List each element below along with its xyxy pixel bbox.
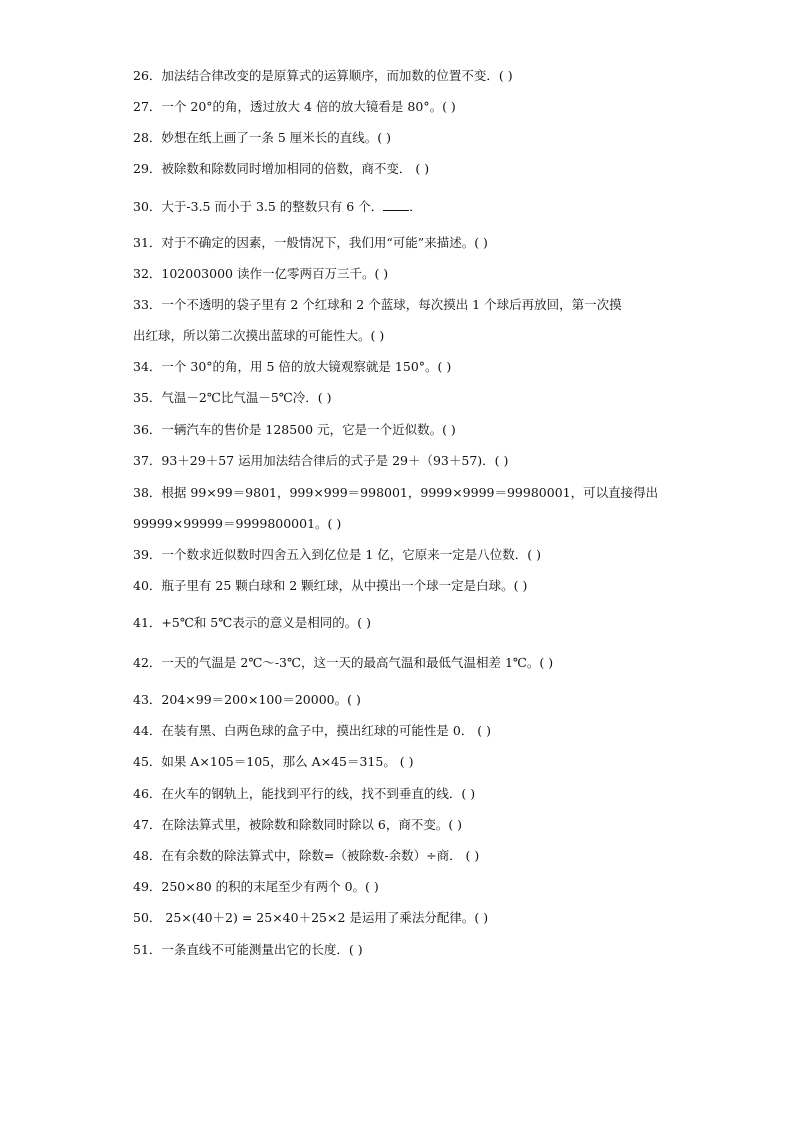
question-33-continued [133,328,673,344]
question-38-continued [133,516,673,532]
question-text: 被除数和除数同时增加相同的倍数，商不变． ( ) [161,161,430,176]
question-number: 32． [133,266,162,281]
question-number: 30． [133,199,162,214]
answer-blank[interactable] [383,199,409,211]
question-number: 43． [133,692,162,707]
question-text: 一个不透明的袋子里有 2 个红球和 2 个蓝球，每次摸出 1 个球后再放回，第一次摸 [161,297,622,312]
question-text: 大于-3.5 而小于 3.5 的整数只有 6 个． [161,199,384,214]
question-text: 如果 A×105＝105，那么 A×45＝315。 ( ) [161,754,414,769]
question-number: 26． [133,68,162,83]
question-number: 36． [133,422,162,437]
question-38 [133,485,673,501]
question-48 [133,848,673,864]
question-49 [133,879,673,895]
question-40 [133,578,673,594]
question-number: 37． [133,453,162,468]
question-34 [133,359,673,375]
question-number: 51． [133,942,162,957]
question-number: 49． [133,879,162,894]
question-35 [133,390,673,406]
question-47 [133,817,673,833]
question-51 [133,942,673,958]
question-28 [133,130,673,146]
question-text: 一辆汽车的售价是 128500 元，它是一个近似数。( ) [161,422,456,437]
question-number: 42． [133,655,162,670]
question-36 [133,422,673,438]
question-text: 气温－2℃比气温－5℃冷．( ) [161,390,332,405]
question-50 [133,910,673,926]
question-tail: ． [409,199,422,214]
question-text: 对于不确定的因素，一般情况下，我们用“可能”来描述。( ) [161,235,488,250]
question-29 [133,161,673,177]
question-46 [133,786,673,802]
question-number: 35． [133,390,162,405]
question-37 [133,453,673,469]
question-text: 根据 99×99＝9801，999×999＝998001，9999×9999＝99980001，可以直接得出 [161,485,659,500]
question-42 [133,655,673,671]
question-number: 41． [133,615,162,630]
question-number: 47． [133,817,162,832]
question-number: 31． [133,235,162,250]
question-26 [133,68,673,84]
question-number: 27． [133,99,162,114]
question-43 [133,692,673,708]
question-text: 瓶子里有 25 颗白球和 2 颗红球，从中摸出一个球一定是白球。( ) [161,578,528,593]
question-text: 出红球，所以第二次摸出蓝球的可能性大。( ) [133,328,385,343]
question-number: 40． [133,578,162,593]
question-32 [133,266,673,282]
question-text: 93＋29＋57 运用加法结合律后的式子是 29＋（93＋57)．( ) [161,453,509,468]
question-39 [133,547,673,563]
question-number: 33． [133,297,162,312]
question-text: 99999×99999＝9999800001。( ) [133,516,342,531]
question-45 [133,754,673,770]
question-number: 34． [133,359,162,374]
question-31 [133,235,673,251]
question-44 [133,723,673,739]
question-number: 39． [133,547,162,562]
question-text: 102003000 读作一亿零两百万三千。( ) [161,266,389,281]
question-text: 204×99＝200×100＝20000。( ) [161,692,361,707]
question-number: 44． [133,723,162,738]
question-41 [133,615,673,631]
question-text: 在除法算式里，被除数和除数同时除以 6，商不变。( ) [161,817,463,832]
question-text: 加法结合律改变的是原算式的运算顺序，而加数的位置不变．( ) [161,68,513,83]
question-text: 一条直线不可能测量出它的长度．( ) [161,942,363,957]
question-number: 29． [133,161,162,176]
question-27 [133,99,673,115]
question-number: 48． [133,848,162,863]
question-33 [133,297,673,313]
question-text: 一天的气温是 2℃～-3℃，这一天的最高气温和最低气温相差 1℃。( ) [161,655,554,670]
question-text: 25×(40＋2) = 25×40＋25×2 是运用了乘法分配律。( ) [161,910,489,925]
question-text: 一个 20°的角，透过放大 4 倍的放大镜看是 80°。( ) [161,99,456,114]
question-text: 一个 30°的角，用 5 倍的放大镜观察就是 150°。( ) [161,359,452,374]
question-text: 在装有黑、白两色球的盒子中，摸出红球的可能性是 0． ( ) [161,723,492,738]
question-30 [133,199,673,215]
question-text: 在有余数的除法算式中，除数=（被除数-余数）÷商． ( ) [161,848,480,863]
question-text: +5℃和 5℃表示的意义是相同的。( ) [161,615,371,630]
question-number: 45． [133,754,162,769]
question-text: 一个数求近似数时四舍五入到亿位是 1 亿，它原来一定是八位数．( ) [161,547,542,562]
question-number: 38． [133,485,162,500]
question-number: 28． [133,130,162,145]
question-text: 250×80 的积的末尾至少有两个 0。( ) [161,879,379,894]
question-number: 46． [133,786,162,801]
question-text: 妙想在纸上画了一条 5 厘米长的直线。( ) [161,130,392,145]
question-number: 50． [133,910,162,925]
question-text: 在火车的钢轨上，能找到平行的线，找不到垂直的线．( ) [161,786,476,801]
